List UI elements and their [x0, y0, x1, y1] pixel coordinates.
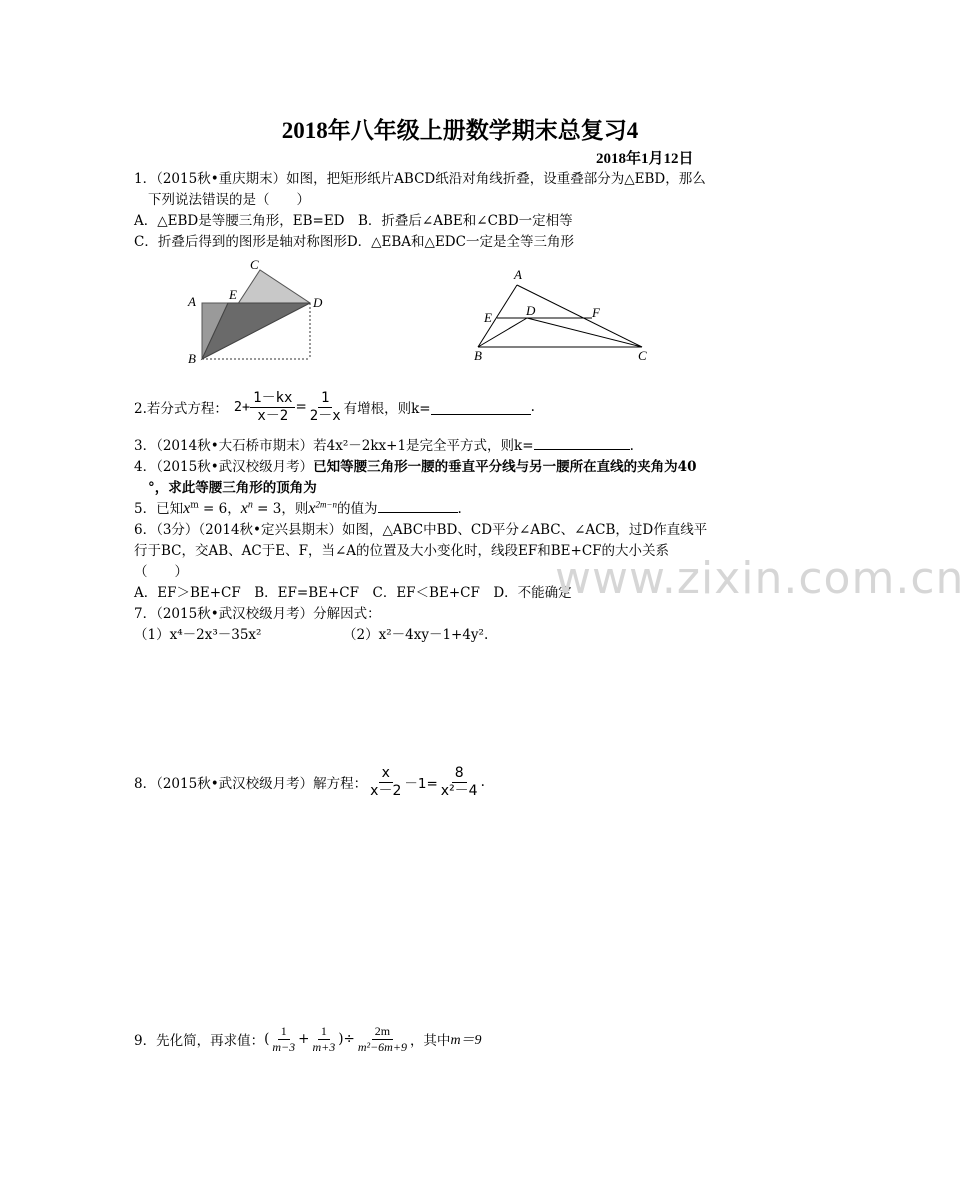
fig2-label-b: B: [474, 348, 482, 363]
fig2-side-ac: [517, 285, 642, 347]
q7-part-2: （2）x²－4xy－1+4y².: [343, 627, 489, 643]
q2-end: .: [530, 399, 535, 415]
q9-fraction-3: [355, 1024, 410, 1055]
watermark: www.zixin.com.cn: [555, 553, 964, 604]
q9-fraction-2-numerator: 1: [318, 1024, 330, 1040]
q1-options-cd: C．折叠后得到的图形是轴对称图形D．△EBA和△EDC一定是全等三角形: [134, 234, 574, 250]
q9-condition: m＝9: [450, 1033, 482, 1048]
q5-eq6: = 6，: [198, 501, 241, 517]
fig2-label-d: D: [526, 303, 536, 318]
q6-line-3: （ ）: [134, 564, 188, 580]
fig2-label-f: F: [592, 305, 600, 320]
q9-left-paren: (: [264, 1031, 270, 1047]
q6-options: A．EF＞BE+CF B．EF=BE+CF C．EF＜BE+CF D．不能确定: [134, 585, 572, 601]
q9-fraction-1-denominator: m−3: [272, 1039, 296, 1054]
fig1-label-e: E: [229, 287, 237, 302]
q9-fraction-2: [309, 1024, 338, 1055]
q9-suffix: ，其中: [409, 1033, 451, 1049]
q2-suffix: 有增根，则k=: [343, 401, 431, 417]
q5-prefix: 5．已知: [134, 501, 184, 517]
page-title: 2018年八年级上册数学期末总复习4: [281, 118, 639, 143]
date: 2018年1月12日: [596, 151, 694, 167]
q5-suffix: 的值为: [337, 501, 378, 517]
q9: [134, 1017, 482, 1061]
fig2-segment-dc: [527, 318, 642, 347]
fig2-label-c: C: [638, 348, 647, 363]
q4-prefix: 4．（2015秋•武汉校级月考）: [134, 459, 314, 475]
q2-equals: =: [295, 399, 307, 415]
q1-stem-a: 1．（2015秋•重庆期末）如图，把矩形纸片ABCD纸沿对角线折叠，设重叠部分为△EBD，那么: [134, 171, 706, 187]
fig2-label-e: E: [484, 310, 492, 325]
q2-fraction-1-denominator: x－2: [257, 407, 289, 424]
q4-line-2: °，求此等腰三角形的顶角为: [148, 480, 317, 496]
q8-middle: －1=: [404, 776, 438, 792]
q3-answer-blank[interactable]: [534, 435, 630, 450]
q8-end: .: [480, 774, 485, 790]
q2-answer-blank[interactable]: [431, 400, 531, 415]
q8-fraction-2-denominator: x²－4: [440, 782, 478, 799]
q6-line-1: 6．（3分）（2014秋•定兴县期末）如图，△ABC中BD、CD平分∠ABC、∠ACB，过D作直线平: [134, 522, 708, 538]
q4-line-1: [134, 455, 696, 475]
q3-end: .: [629, 438, 634, 454]
q9-fraction-2-denominator: m+3: [312, 1039, 336, 1054]
q5-x1: x: [183, 500, 191, 517]
q3: [134, 434, 634, 454]
q8-fraction-2-numerator: 8: [452, 765, 467, 783]
q5-exp-2m-n: 2m−n: [315, 499, 338, 510]
q8-fraction-1: [367, 765, 404, 800]
q9-fraction-3-numerator: 2m: [372, 1024, 393, 1040]
fig1-label-a: A: [188, 294, 196, 309]
q1-options-ab: A．△EBD是等腰三角形，EB=ED B．折叠后∠ABE和∠CBD一定相等: [134, 213, 573, 229]
q8: [134, 760, 485, 804]
q2-prefix: 2.若分式方程：: [134, 401, 228, 417]
q2-fraction-1: [250, 390, 295, 425]
figure-folded-rectangle: [180, 255, 340, 370]
q8-fraction-2: [438, 765, 481, 800]
q5-x2: x: [240, 500, 248, 517]
q2: [134, 387, 535, 427]
q9-fraction-1-numerator: 1: [278, 1024, 290, 1040]
q4-bold-a: 已知等腰三角形一腰的垂直平分线与另一腰所在直线的夹角为40: [313, 459, 697, 475]
q7-part-1: （1）x⁴－2x³－35x²: [134, 627, 262, 643]
q7-stem: 7．（2015秋•武汉校级月考）分解因式：: [134, 606, 381, 622]
fig1-label-c: C: [250, 257, 259, 272]
q5-x3: x: [308, 500, 316, 517]
q2-fraction-2-numerator: 1: [318, 390, 332, 408]
q8-fraction-1-numerator: x: [379, 765, 393, 783]
q5-exp-n: n: [247, 499, 253, 511]
figure-triangle-bisectors: [470, 265, 660, 370]
q9-plus: +: [298, 1031, 310, 1047]
fig2-label-a: A: [514, 267, 522, 282]
q9-fraction-3-denominator: m²−6m+9: [357, 1039, 407, 1054]
q2-fraction-1-numerator: 1－kx: [250, 390, 295, 408]
q1-stem-b: 下列说法错误的是（ ）: [148, 192, 310, 208]
q8-fraction-1-denominator: x－2: [370, 782, 402, 799]
fig1-label-d: D: [313, 295, 323, 310]
q9-right-paren-divide: )÷: [338, 1031, 355, 1047]
q2-fraction-2: [307, 390, 344, 425]
q5-answer-blank[interactable]: [378, 498, 458, 513]
q2-fraction-2-denominator: 2－x: [309, 407, 341, 424]
q3-text: 3．（2014秋•大石桥市期末）若4x²－2kx+1是完全平方式，则k=: [134, 438, 534, 454]
q9-fraction-1: [269, 1024, 298, 1055]
q5-end: .: [457, 501, 462, 517]
fig1-label-b: B: [188, 351, 196, 366]
q5: [134, 497, 462, 518]
q9-prefix: 9．先化简，再求值：: [134, 1033, 265, 1049]
q5-exp-m: m: [190, 500, 199, 511]
q6-line-2: 行于BC，交AB、AC于E、F，当∠A的位置及大小变化时，线段EF和BE+CF的大小关系: [134, 543, 670, 559]
q2-two-plus: 2+: [233, 399, 251, 415]
q5-eq3: = 3，则: [252, 501, 309, 517]
q8-prefix: 8．（2015秋•武汉校级月考）解方程：: [134, 776, 368, 792]
